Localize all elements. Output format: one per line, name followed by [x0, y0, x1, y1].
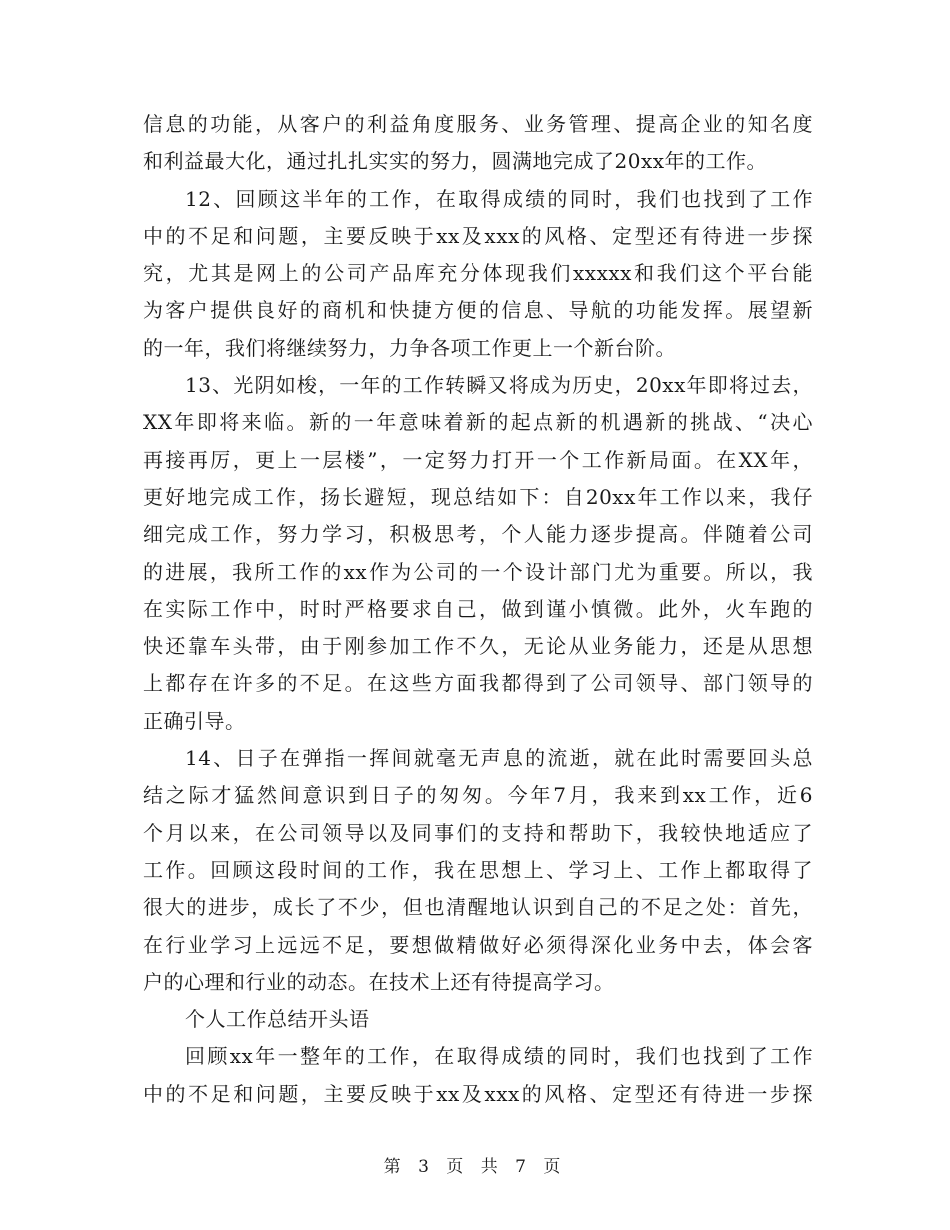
text-line: 正确引导。 — [143, 708, 246, 733]
text-line: 很大的进步，成长了不少，但也清醒地认识到自己的不足之处：首先， — [143, 895, 813, 920]
text-line: 更好地完成工作，扬长避短，现总结如下：自20xx年工作以来，我仔 — [143, 484, 813, 509]
text-line: 工作。回顾这段时间的工作，我在思想上、学习上、工作上都取得了 — [143, 857, 813, 882]
text-line: 信息的功能，从客户的利益角度服务、业务管理、提高企业的知名度 — [143, 112, 813, 136]
text-line: 结之际才猛然间意识到日子的匆匆。今年7月，我来到xx工作，近6 — [143, 783, 813, 808]
text-line: 的一年，我们将继续努力，力争各项工作更上一个新台阶。 — [143, 335, 676, 360]
text-line: 个月以来，在公司领导以及同事们的支持和帮助下，我较快地适应了 — [143, 820, 813, 845]
text-line: 和利益最大化，通过扎扎实实的努力，圆满地完成了20xx年的工作。 — [143, 149, 768, 174]
text-line: 户的心理和行业的动态。在技术上还有待提高学习。 — [143, 969, 615, 994]
text-line: 的进展，我所工作的xx作为公司的一个设计部门尤为重要。所以，我 — [143, 559, 813, 584]
text-line: 14、日子在弹指一挥间就毫无声息的流逝，就在此时需要回头总 — [185, 746, 813, 771]
text-line: 在行业学习上远远不足，要想做精做好必须得深化业务中去，体会客 — [143, 932, 813, 957]
text-line: XX年即将来临。新的一年意味着新的起点新的机遇新的挑战、“决心 — [143, 410, 813, 435]
page-footer: 第 3 页 共 7 页 — [383, 1157, 567, 1177]
text-line: 快还靠车头带，由于刚参加工作不久，无论从业务能力，还是从思想 — [143, 634, 813, 659]
text-line: 中的不足和问题，主要反映于xx及xxx的风格、定型还有待进一步探 — [143, 1081, 813, 1106]
text-line: 究，尤其是网上的公司产品库充分体现我们xxxxx和我们这个平台能 — [143, 261, 813, 286]
text-line: 12、回顾这半年的工作，在取得成绩的同时，我们也找到了工作 — [185, 186, 813, 211]
text-line: 回顾xx年一整年的工作，在取得成绩的同时，我们也找到了工作 — [185, 1044, 813, 1069]
text-line: 在实际工作中，时时严格要求自己，做到谨小慎微。此外，火车跑的 — [143, 596, 813, 621]
text-line: 13、光阴如梭，一年的工作转瞬又将成为历史，20xx年即将过去， — [185, 373, 813, 398]
text-line: 细完成工作，努力学习，积极思考，个人能力逐步提高。伴随着公司 — [143, 522, 813, 547]
text-line: 为客户提供良好的商机和快捷方便的信息、导航的功能发挥。展望新 — [143, 298, 813, 323]
document-body — [143, 106, 813, 1113]
text-line: 再接再厉，更上一层楼”，一定努力打开一个工作新局面。在XX年， — [143, 447, 813, 472]
section-heading: 个人工作总结开头语 — [185, 1007, 370, 1032]
text-line: 中的不足和问题，主要反映于xx及xxx的风格、定型还有待进一步探 — [143, 223, 813, 248]
text-line: 上都存在许多的不足。在这些方面我都得到了公司领导、部门领导的 — [143, 671, 813, 696]
